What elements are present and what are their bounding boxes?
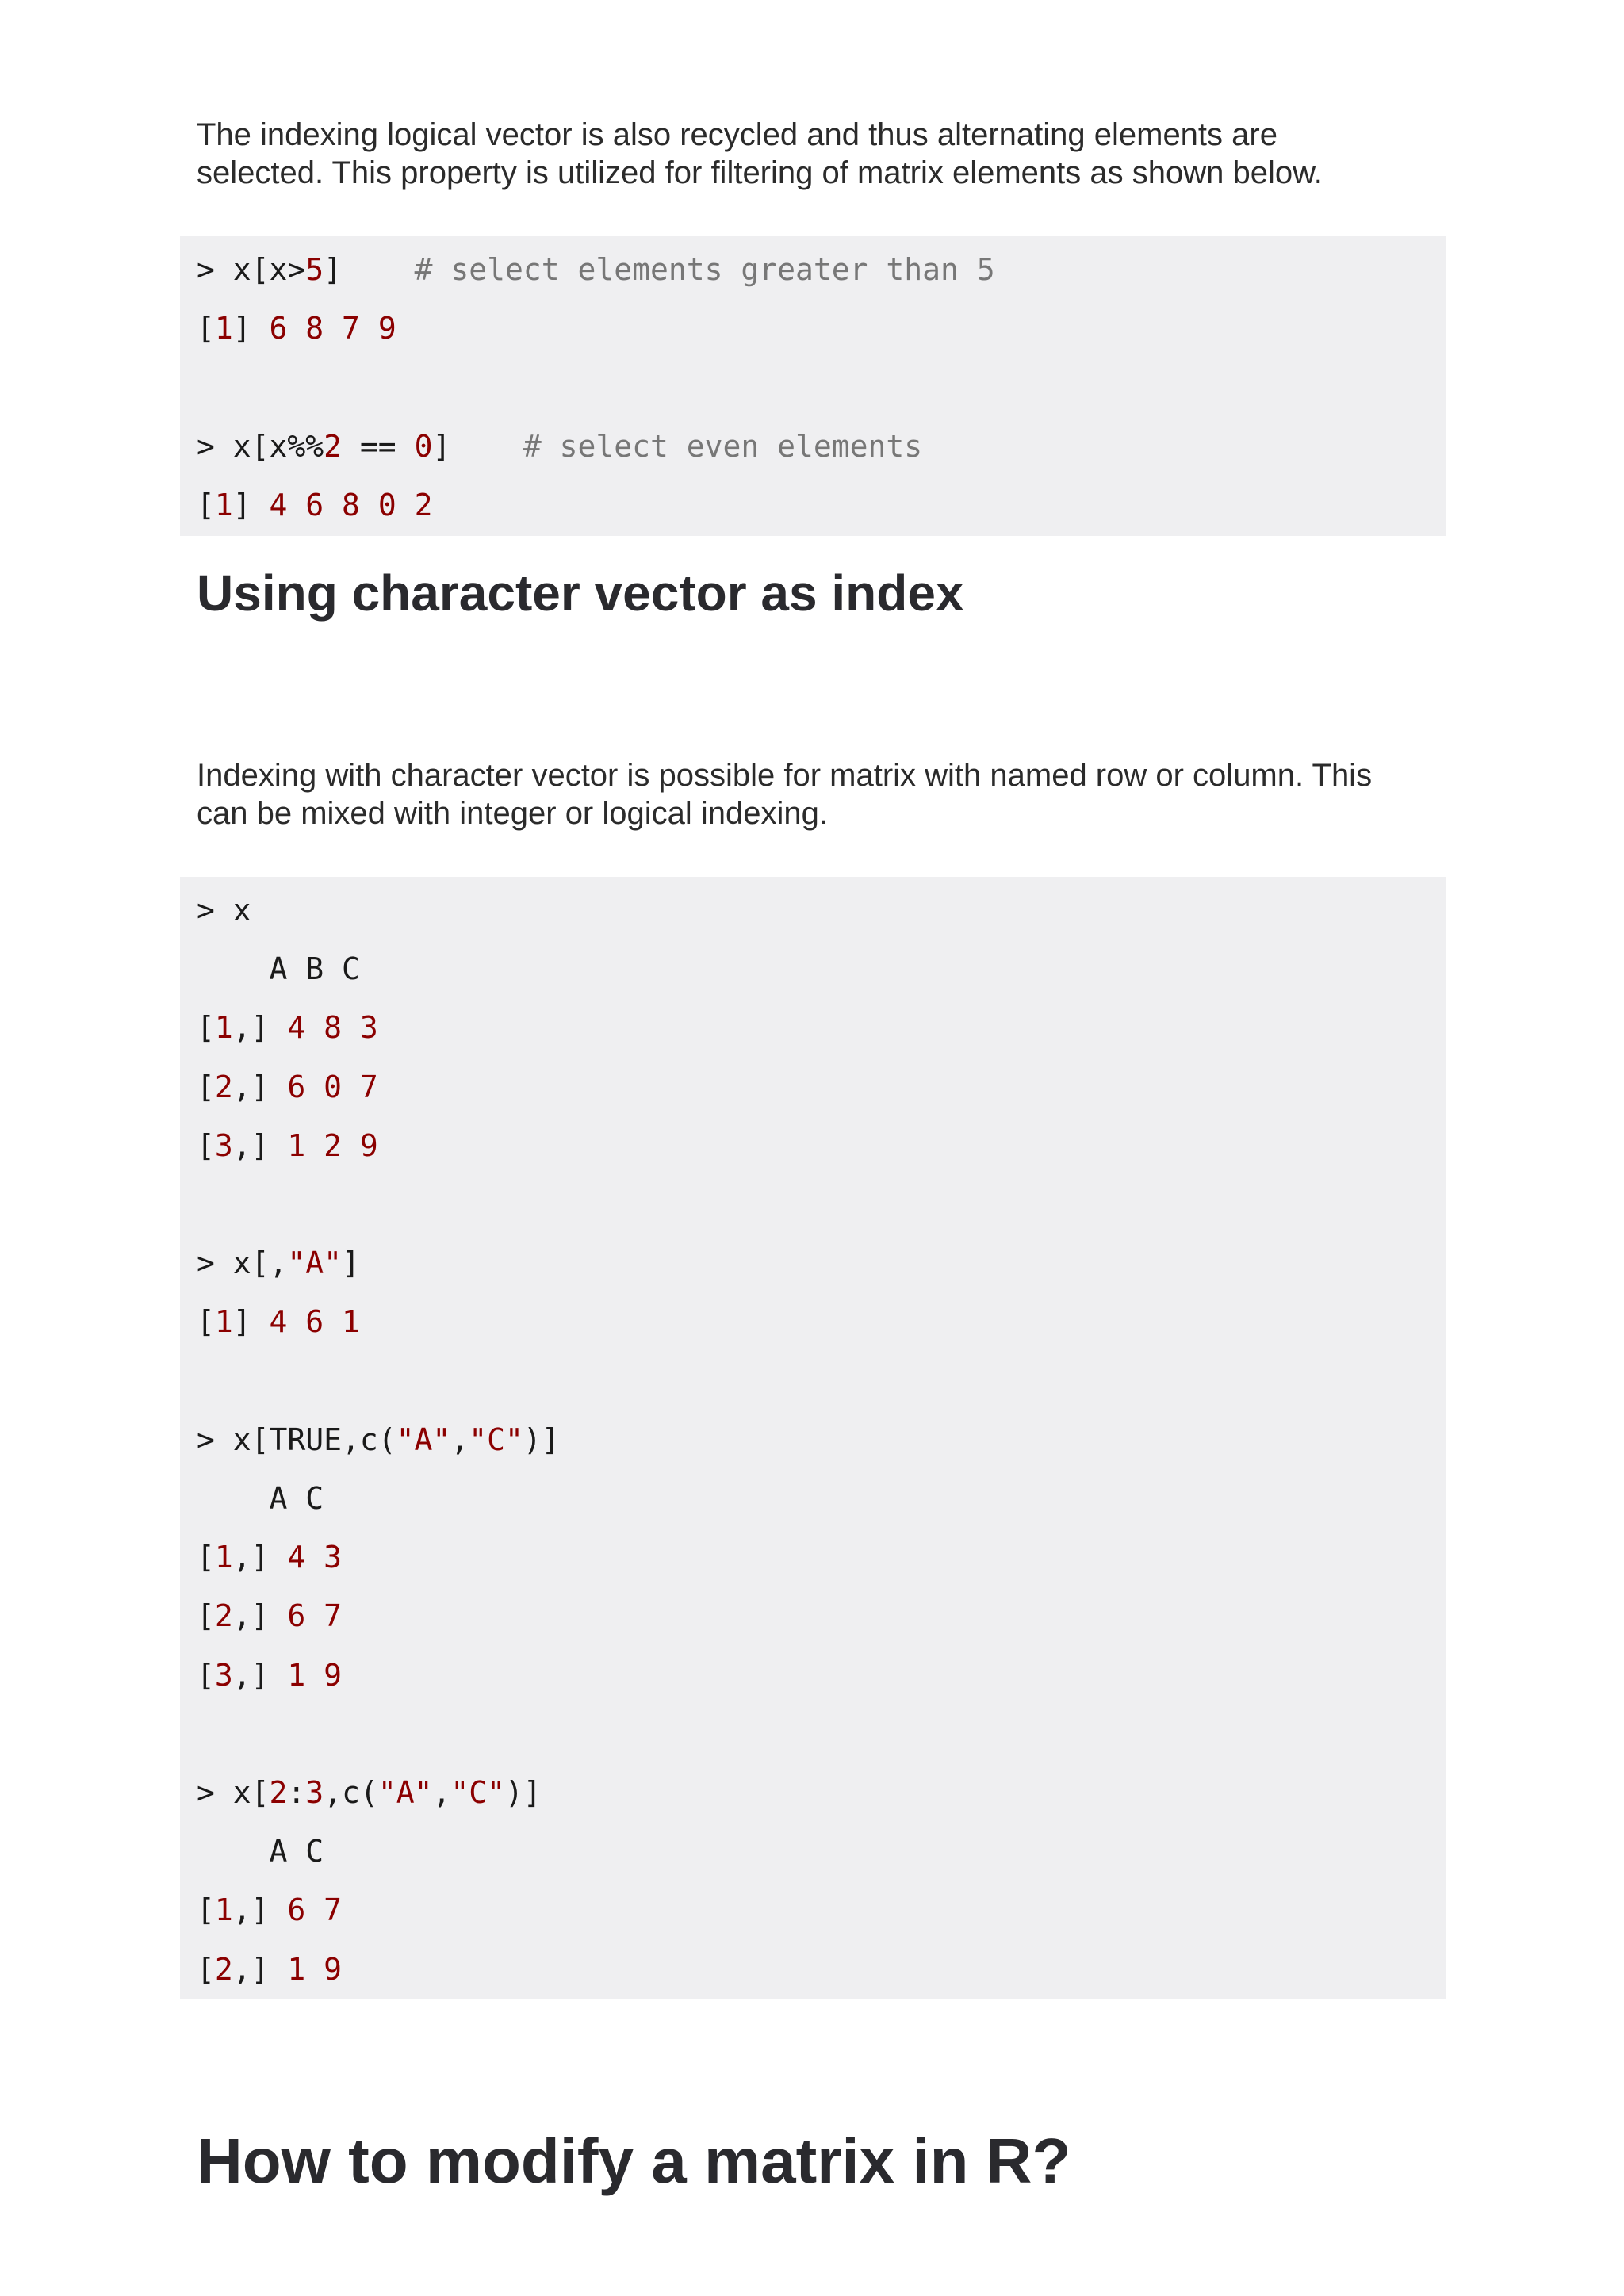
code-line [197,427,922,466]
page-heading-modify-matrix: How to modify a matrix in R? [197,2126,1071,2196]
code-line [197,1479,324,1518]
code-text: A B C [197,951,360,987]
code-text: , [450,1422,469,1457]
code-line [197,1067,378,1107]
code-text: ,] [232,1657,288,1693]
code-text: ,] [232,1069,288,1104]
number-literal: 1 [214,311,233,346]
number-literal: 2 [214,1598,233,1634]
code-text: ] [324,252,415,287]
code-line [197,1008,378,1047]
code-text: ,] [232,1540,288,1575]
code-text: [ [197,1657,215,1693]
code-line [197,1890,342,1930]
number-literal: 1 9 [287,1657,343,1693]
number-literal: 6 7 [287,1598,343,1634]
paragraph-line: Indexing with character vector is possible for matrix with named row or column. This [197,758,1373,793]
code-text: ] [232,487,270,522]
number-literal: 1 9 [287,1951,343,1987]
code-line [197,949,360,989]
paragraph-line: selected. This property is utilized for filtering of matrix elements as shown below. [197,155,1323,190]
number-literal: 3 [214,1127,233,1163]
code-text: ,] [232,1010,288,1046]
code-comment: # select elements greater than 5 [414,252,995,287]
code-block-character-index [180,877,1446,1999]
number-literal: 1 [214,1892,233,1928]
number-literal: 4 3 [287,1540,343,1575]
number-literal: 1 [214,487,233,522]
number-literal: 1 [214,1304,233,1340]
number-literal: 2 [269,1775,288,1810]
code-line [197,890,251,930]
code-text: ,] [232,1951,288,1987]
code-text: > x[x%% [197,428,324,464]
code-text: ,] [232,1892,288,1928]
number-literal: 3 [214,1657,233,1693]
code-text: , [432,1775,451,1810]
code-text: )] [523,1422,560,1457]
code-text: ] [232,311,270,346]
paragraph-line: can be mixed with integer or logical indexing. [197,796,828,831]
code-text: [ [197,487,215,522]
section-heading-character-index: Using character vector as index [197,564,964,622]
number-literal: 2 [324,428,343,464]
number-literal: 6 7 [287,1892,343,1928]
code-text: [ [197,311,215,346]
code-text: > x[x> [197,252,306,287]
intro-paragraph [197,116,1450,192]
code-text: [ [197,1598,215,1634]
string-literal: "A" [396,1422,451,1457]
string-literal: "A" [287,1246,343,1281]
code-text: )] [505,1775,542,1810]
string-literal: "A" [377,1775,433,1810]
code-line [197,1950,342,1989]
code-line [197,1655,342,1695]
number-literal: 0 [414,428,433,464]
code-line [197,1302,360,1341]
code-text: ,] [232,1598,288,1634]
code-line [197,1596,342,1636]
code-text: [ [197,1540,215,1575]
code-text: ,c( [324,1775,378,1810]
number-literal: 4 6 1 [269,1304,360,1340]
code-line [197,1126,378,1165]
code-text: [ [197,1304,215,1340]
string-literal: "C" [450,1775,505,1810]
code-text: > x [197,893,251,928]
number-literal: 5 [305,252,324,287]
code-line [197,1773,542,1812]
number-literal: 6 0 7 [287,1069,378,1104]
code-text: [ [197,1127,215,1163]
code-line [197,1537,342,1577]
code-block-logical-filter [180,236,1446,536]
code-line [197,308,396,348]
code-text: ] [232,1304,270,1340]
code-text: ,] [232,1127,288,1163]
code-text: : [287,1775,306,1810]
number-literal: 4 6 8 0 2 [269,487,433,522]
code-line [197,485,432,525]
paragraph-line: The indexing logical vector is also recycled and thus alternating elements are [197,117,1277,152]
code-text: [ [197,1069,215,1104]
code-text: [ [197,1892,215,1928]
code-comment: # select even elements [523,428,923,464]
number-literal: 1 2 9 [287,1127,378,1163]
code-text: == [342,428,415,464]
code-line [197,1243,360,1283]
number-literal: 1 [214,1540,233,1575]
code-text: A C [197,1834,324,1869]
number-literal: 3 [305,1775,324,1810]
number-literal: 1 [214,1010,233,1046]
number-literal: 2 [214,1951,233,1987]
code-text: ] [432,428,523,464]
code-text: A C [197,1481,324,1516]
code-text: > x[, [197,1246,288,1281]
code-line [197,1420,560,1460]
code-text: ] [342,1246,360,1281]
code-text: > x[ [197,1775,270,1810]
code-text: [ [197,1010,215,1046]
code-text: > x[TRUE,c( [197,1422,396,1457]
number-literal: 2 [214,1069,233,1104]
code-line [197,1831,324,1871]
number-literal: 4 8 3 [287,1010,378,1046]
code-text: [ [197,1951,215,1987]
code-line [197,250,995,289]
number-literal: 6 8 7 9 [269,311,396,346]
string-literal: "C" [469,1422,523,1457]
character-paragraph [197,756,1450,832]
